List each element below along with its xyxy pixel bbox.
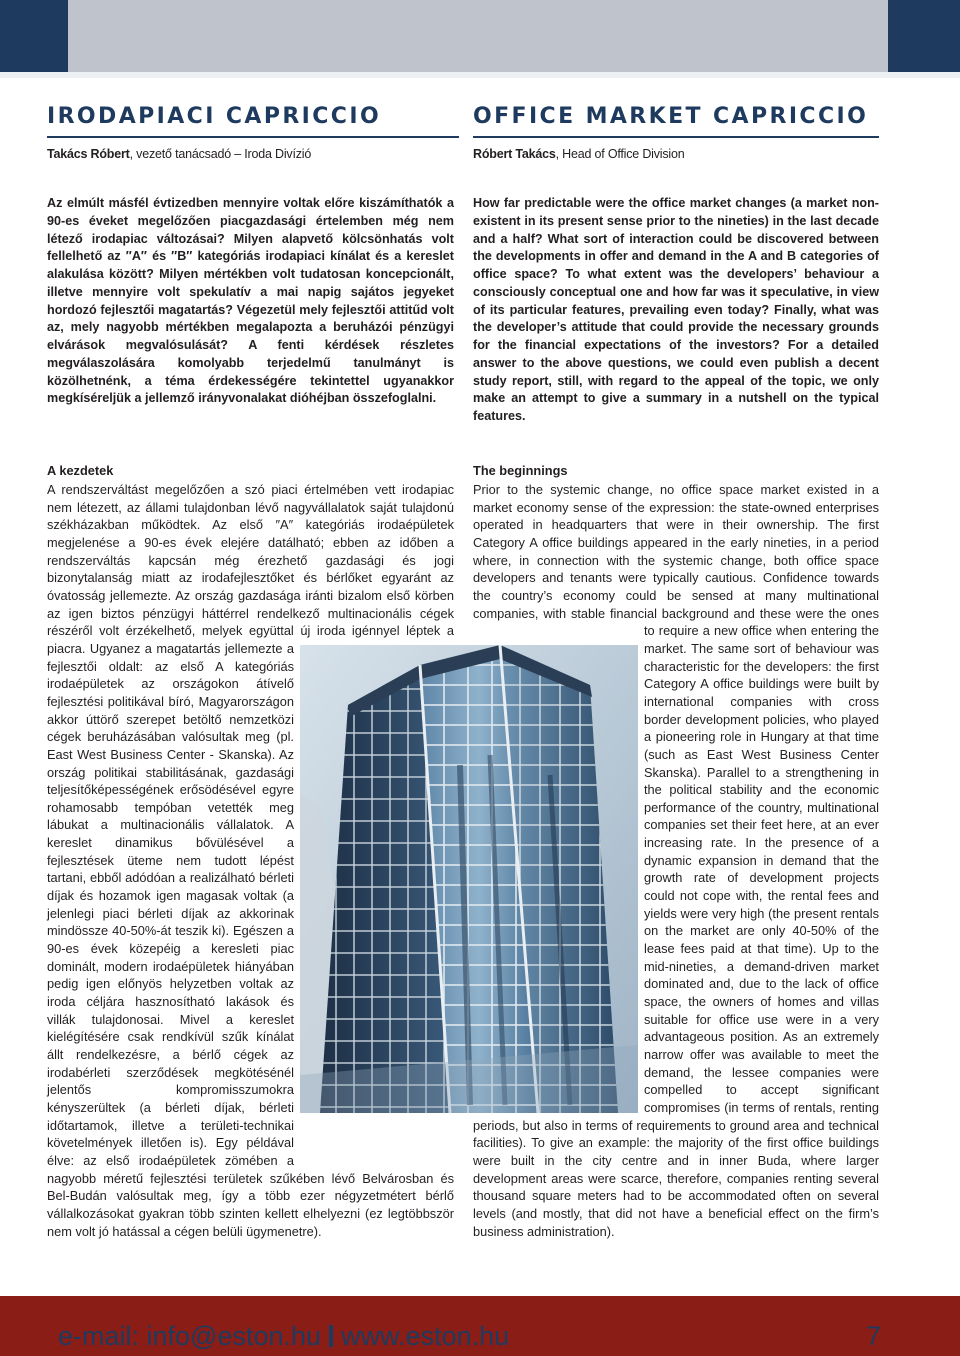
author-role-hu: , vezető tanácsadó – Iroda Divízió: [129, 147, 312, 161]
author-name-hu: Takács Róbert: [47, 147, 130, 161]
top-banner: [0, 0, 960, 72]
body-text-en: Prior to the systemic change, no office space market existed in a market economy sense of the expression: the state-owned enterprises operated in headquarters that were in their ownership. The first Category A office buildings appeared in the early nineties, in a period where, in connection with the systemic change, both office space developers and tenants were typically cautious. Confidence towards the country’s economy could be sensed at many multinational companies, with stable financial background and these were the ones to require a new office when entering the market. The same sort of behaviour was characteristic for the developers: the first Category A office buildings were built by international companies with cross border development policies, who played a pioneering role in Hungary at that time (such as East West Business Center Skanska). Parallel to a strengthening in the political stability and the economic performance of the country, multinational companies set their feet here, at an ever increasing rate. In the presence of a dynamic expansion in demand that the growth rate of development projects could not cope with, the rental fees and yields were very high (the present rentals on the market are only 40-50% of the lease fees paid at that time). Up to the mid-nineties, a demand-driven market dominated and, due to the lack of office space, the owners of homes and villas suitable for office use were in a very advantageous position. As an extremely narrow offer was available to meet the demand, the lessee companies were compelled to accept significant compromises (in terms of rentals, renting periods, but also in terms of requirements to ground area and technical facilities). To give an example: the majority of the first office buildings were built in the city centre and in inner Buda, where larger development areas were scarce, therefore, companies renting several thousand square meters had to be accommodated often on several levels (and mostly, that did not have a beneficial effect on the firm’s business administration).: [473, 482, 879, 1239]
article-title-en: OFFICE MARKET CAPRICCIO: [473, 104, 869, 129]
banner-shadow: [0, 72, 960, 78]
byline-en: [473, 147, 684, 161]
section-heading-en: The beginnings: [473, 463, 568, 478]
lead-text-en: How far predictable were the office market changes (a market non-existent in its present sense prior to the nineties) in the last decade and a half? What sort of interaction could be discovered between the developments in offer and demand in the A and B categories of office space? To what extent was the developers’ behaviour a consciously conceptual one and how far was it speculative, in view of its particular features, prevailing even today? Finally, what was the developer’s attitude that could provide the necessary grounds for the financial expectations of the investors? For a detailed answer to the above questions, we could even publish a decent study report, still, with regard to the appeal of the topic, we only make an attempt to give a summary in a nutshell on the typical features.: [473, 196, 879, 423]
banner-middle-block: [68, 0, 888, 72]
footer-separator: [329, 1325, 333, 1347]
banner-right-block: [888, 0, 960, 72]
banner-left-block: [0, 0, 68, 72]
footer-email-link[interactable]: e-mail: info@eston.hu: [58, 1321, 322, 1351]
lead-paragraph-hu: [47, 195, 454, 408]
title-rule-en: [473, 136, 879, 138]
author-name-en: Róbert Takács: [473, 147, 556, 161]
glass-tower-illustration: [300, 645, 638, 1113]
lead-text-hu: Az elmúlt másfél évtizedben mennyire voltak előre kiszámíthatók a 90-es éveket megelőzően piacgazdasági értelemben még nem létező irodapiac változásai? Milyen alapvető kölcsönhatás volt fellelhető az ″A″ és ″B″ kategóriás irodapiaci kínálat és a kereslet alakulása között? Milyen mértékben volt tudatosan koncepcionált, illetve mennyire volt spekulatív a mai napig sajátos jegyeket hordozó fejlesztői magatartás? Végezetül mely fejlesztői attitűd volt az, mely nagyobb mértékben megalapozta a beruházói pénzügyi elvárások megvalósulását? A fenti kérdések részletes megválaszolására komolyabb terjedelmű tanulmányt is közölhetnénk, a téma érdekességére tekintettel ugyanakkor megkíséreljük a jellemző irányvonalakat dióhéjban összefoglalni.: [47, 196, 454, 406]
lead-paragraph-en: [473, 195, 879, 426]
byline-hu: [47, 147, 311, 161]
title-rule-hu: [47, 136, 459, 138]
body-text-hu: A rendszerváltást megelőzően a szó piaci értelmében vett irodapiac nem létezett, az állami tulajdonban lévő nagyvállalatok saját tulajdonú székházakban működtek. Az első ″A″ kategóriás irodaépületek megjelenése a 90-es évek elejére datálható; ebben az időben a rendszerváltás kapcsán még érezhető gazdasági és jogi bizonytalanság miatt az irodafejlesztőket és bérlőket egyaránt az óvatosság jellemezte. Az ország gazdasága iránti bizalom első körben az igen biztos pénzügyi háttérrel rendelkező multinacionális cégek részéről volt érzékelhető, melyek együttal új iroda igénnyel léptek a piacra. Ugyanez a magatartás jellemezte a fejlesztői oldalt: az első A kategóriás irodaépületek az országokon átívelő fejlesztési politikával bíró, Magyarországon akkor úttörő szerepet betöltő nemzetközi cégek beruházásában valósultak meg (pl. East West Business Center - Skanska). Az ország politikai stabilitásának, gazdasági teljesítőképességének erősödésével egyre rohamosabb tempóban vetették meg lábukat a multinacionális vállalatok. A kereslet dinamikus bővülésével a fejlesztések üteme nem tudott lépést tartani, ebből adódóan a realizálható bérleti díjak és hozamok igen magasak voltak (a jelenlegi piaci bérleti díjak az akkorinak mindössze 40-50%-át teszik ki). Egészen a 90-es évek közepéig a keresleti piac dominált, modern irodaépületek hiányában pedig igen előnyös helyzetben voltak az iroda céljára hasznosítható lakások és villák tulajdonosai. Mivel a kereslet kielégítésére csak rendkívül szűk kínálat állt rendelkezésre, a bérlő cégek az irodabérleti szerződések megkötésénél jelentős kompromisszumokra kényszerültek (a bérleti díjak, bérleti időtartamok, illetve a területi-technikai követelmények illetően is). Egy példával élve: az első irodaépületek zömében a nagyobb méretű fejlesztési területek szűkében lévő Belvárosban és Bel-Budán valósultak meg, így a több ezer négyzetmétert bérlő vállalkozásokat gyakran több szinten kellett elhelyezni (ez legtöbbször nem volt jó hatással a cégen belüli ügymenetre).: [47, 482, 454, 1239]
section-heading-hu: A kezdetek: [47, 463, 114, 478]
page-number: 7: [866, 1321, 882, 1351]
glass-tower-photo: [300, 645, 638, 1113]
footer-contact: [58, 1321, 509, 1352]
footer-website-link[interactable]: www.eston.hu: [341, 1321, 510, 1351]
author-role-en: , Head of Office Division: [555, 147, 685, 161]
article-title-hu: IRODAPIACI CAPRICCIO: [47, 104, 382, 129]
